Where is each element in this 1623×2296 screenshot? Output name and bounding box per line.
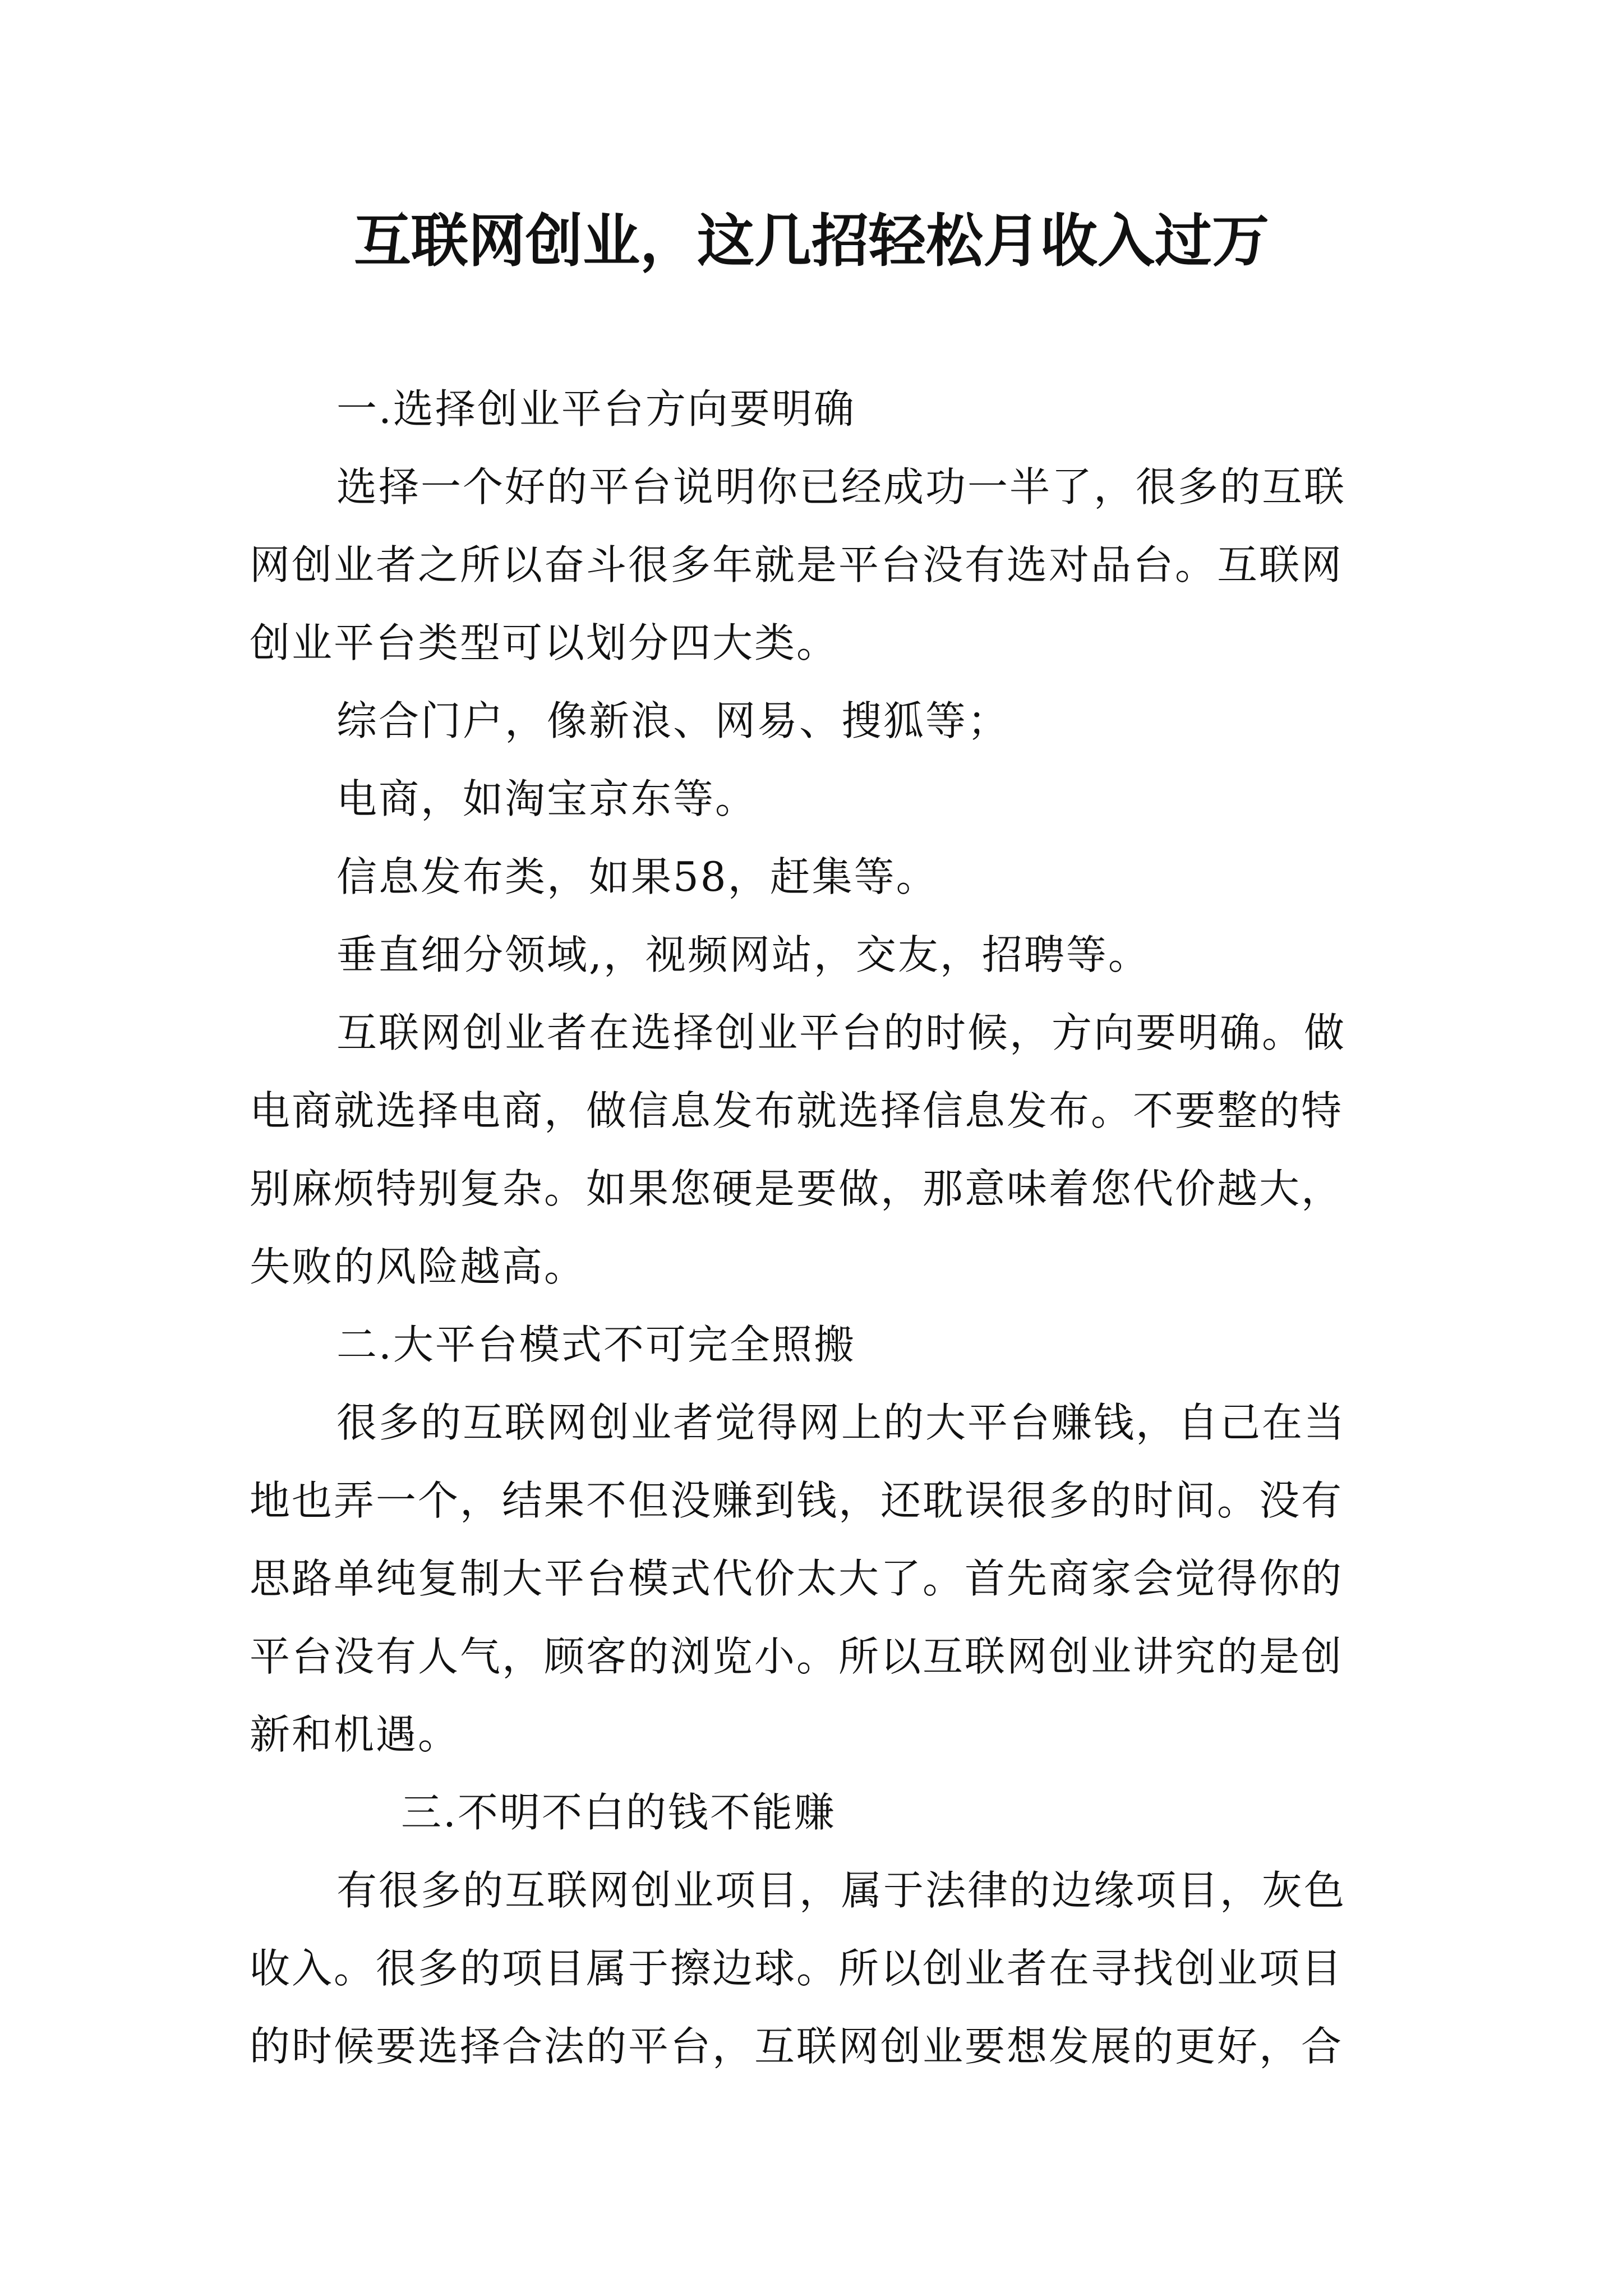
paragraph-line: 收入。很多的项目属于擦边球。所以创业者在寻找创业项目 (250, 1945, 1344, 1992)
list-item: 电商，如淘宝京东等。 (336, 775, 758, 822)
paragraph-line: 新和机遇。 (250, 1711, 460, 1758)
paragraph-line: 平台没有人气，顾客的浏览小。所以互联网创业讲究的是创 (250, 1633, 1344, 1680)
paragraph-line: 选择一个好的平台说明你已经成功一半了，很多的互联 (336, 463, 1347, 510)
paragraph-line: 很多的互联网创业者觉得网上的大平台赚钱，自己在当 (336, 1399, 1347, 1446)
section-heading: 三.不明不白的钱不能赚 (401, 1789, 836, 1836)
document-title: 互联网创业，这几招轻松月收入过万 (354, 208, 1269, 275)
list-item: 信息发布类，如果58，赶集等。 (336, 853, 938, 900)
list-item: 垂直细分领域,，视频网站，交友，招聘等。 (336, 931, 1150, 978)
paragraph-line: 别麻烦特别复杂。如果您硬是要做，那意味着您代价越大， (250, 1165, 1344, 1212)
section-heading: 一.选择创业平台方向要明确 (336, 385, 856, 432)
paragraph-line: 电商就选择电商，做信息发布就选择信息发布。不要整的特 (250, 1087, 1344, 1134)
paragraph-line: 有很多的互联网创业项目，属于法律的边缘项目，灰色 (336, 1867, 1347, 1914)
paragraph-line: 地也弄一个，结果不但没赚到钱，还耽误很多的时间。没有 (250, 1477, 1344, 1524)
section-heading: 二.大平台模式不可完全照搬 (336, 1321, 856, 1368)
document-body (250, 370, 1388, 2086)
paragraph-line: 的时候要选择合法的平台，互联网创业要想发展的更好，合 (250, 2023, 1344, 2070)
list-item: 综合门户，像新浪、网易、搜狐等； (336, 697, 1010, 744)
paragraph-line: 创业平台类型可以划分四大类。 (250, 619, 839, 666)
paragraph-line: 失败的风险越高。 (250, 1243, 587, 1290)
paragraph-line: 思路单纯复制大平台模式代价太大了。首先商家会觉得你的 (250, 1555, 1344, 1602)
paragraph-line: 网创业者之所以奋斗很多年就是平台没有选对品台。互联网 (250, 541, 1344, 588)
paragraph-line: 互联网创业者在选择创业平台的时候，方向要明确。做 (336, 1009, 1347, 1056)
